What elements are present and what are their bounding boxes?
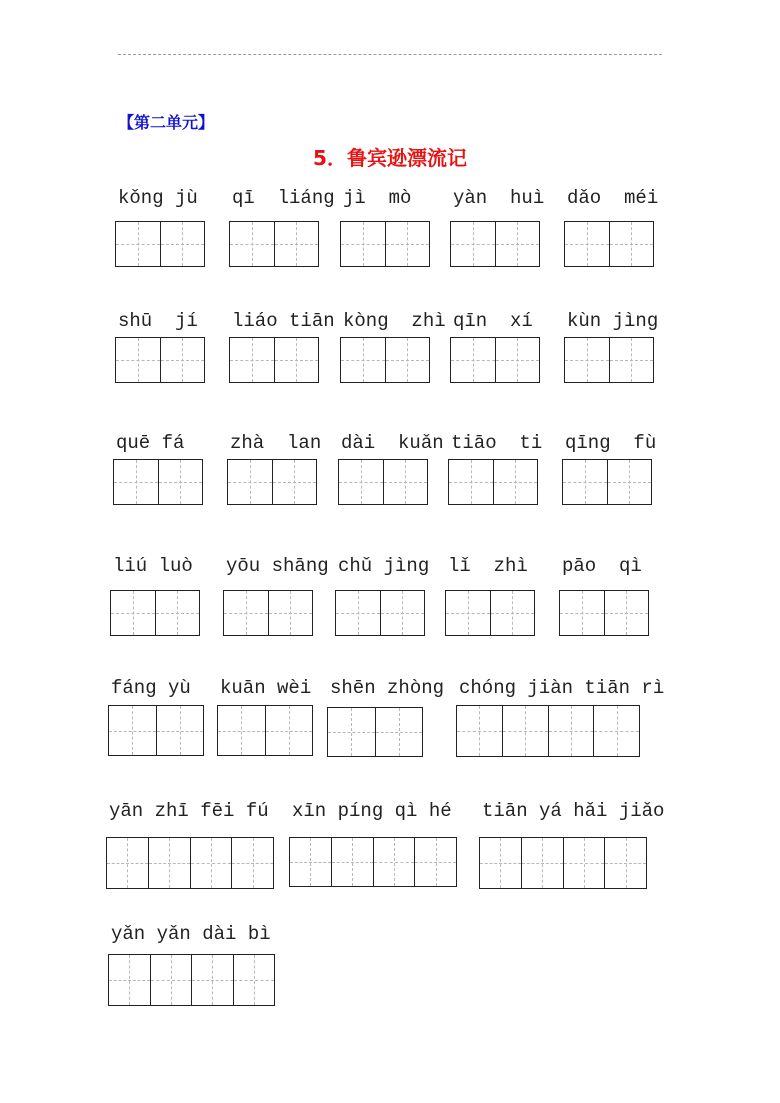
writing-grid[interactable] <box>445 590 535 636</box>
character-box[interactable] <box>290 838 332 886</box>
writing-grid[interactable] <box>335 590 425 636</box>
pinyin-prompt: dài kuǎn <box>341 432 444 454</box>
writing-grid[interactable] <box>113 459 203 505</box>
character-box[interactable] <box>161 338 205 382</box>
character-box[interactable] <box>328 708 376 756</box>
pinyin-prompt: zhà lan <box>230 432 322 454</box>
character-box[interactable] <box>149 838 191 888</box>
character-box[interactable] <box>608 460 652 504</box>
writing-grid[interactable] <box>340 221 430 267</box>
character-box[interactable] <box>549 706 595 756</box>
character-box[interactable] <box>234 955 275 1005</box>
character-box[interactable] <box>386 338 430 382</box>
character-box[interactable] <box>451 222 496 266</box>
pinyin-prompt: chóng jiàn tiān rì <box>459 677 665 699</box>
character-box[interactable] <box>415 838 456 886</box>
pinyin-prompt: chǔ jìng <box>338 555 430 577</box>
character-box[interactable] <box>273 460 317 504</box>
character-box[interactable] <box>218 706 266 755</box>
writing-grid[interactable] <box>106 837 274 889</box>
character-box[interactable] <box>480 838 522 888</box>
character-box[interactable] <box>107 838 149 888</box>
character-box[interactable] <box>230 338 275 382</box>
pinyin-prompt: tiāo ti <box>451 432 543 454</box>
character-box[interactable] <box>565 338 610 382</box>
writing-grid[interactable] <box>115 337 205 383</box>
pinyin-prompt: dǎo méi <box>567 187 659 209</box>
character-box[interactable] <box>109 706 157 755</box>
character-box[interactable] <box>594 706 639 756</box>
pinyin-prompt: quē fá <box>116 432 185 454</box>
writing-grid[interactable] <box>479 837 647 889</box>
lesson-title: 5．鲁宾逊漂流记 <box>313 146 467 170</box>
character-box[interactable] <box>496 222 540 266</box>
writing-grid[interactable] <box>223 590 313 636</box>
writing-grid[interactable] <box>229 221 319 267</box>
pinyin-prompt: yǎn yǎn dài bì <box>111 923 271 945</box>
character-box[interactable] <box>610 338 654 382</box>
character-box[interactable] <box>503 706 549 756</box>
character-box[interactable] <box>339 460 384 504</box>
writing-grid[interactable] <box>227 459 317 505</box>
character-box[interactable] <box>605 591 649 635</box>
character-box[interactable] <box>159 460 203 504</box>
character-box[interactable] <box>384 460 428 504</box>
character-box[interactable] <box>376 708 423 756</box>
character-box[interactable] <box>449 460 494 504</box>
character-box[interactable] <box>109 955 151 1005</box>
character-box[interactable] <box>269 591 313 635</box>
pinyin-prompt: fáng yù <box>111 677 191 699</box>
pinyin-prompt: tiān yá hǎi jiǎo <box>482 800 665 822</box>
writing-grid[interactable] <box>108 705 204 756</box>
character-box[interactable] <box>111 591 156 635</box>
character-box[interactable] <box>191 838 233 888</box>
character-box[interactable] <box>224 591 269 635</box>
writing-grid[interactable] <box>562 459 652 505</box>
character-box[interactable] <box>228 460 273 504</box>
character-box[interactable] <box>116 222 161 266</box>
character-box[interactable] <box>451 338 496 382</box>
pinyin-prompt: kòng zhì <box>343 310 446 332</box>
character-box[interactable] <box>386 222 430 266</box>
writing-grid[interactable] <box>456 705 640 757</box>
character-box[interactable] <box>332 838 374 886</box>
pinyin-prompt: liáo tiān <box>232 310 335 332</box>
character-box[interactable] <box>336 591 381 635</box>
character-box[interactable] <box>496 338 540 382</box>
pinyin-prompt: qīn xí <box>453 310 533 332</box>
pinyin-prompt: qī liáng <box>232 187 335 209</box>
pinyin-prompt: liú luò <box>113 555 193 577</box>
character-box[interactable] <box>605 838 646 888</box>
character-box[interactable] <box>457 706 503 756</box>
pinyin-prompt: yōu shāng <box>226 555 329 577</box>
character-box[interactable] <box>491 591 535 635</box>
pinyin-prompt: kǒng jù <box>118 187 198 209</box>
pinyin-prompt: yān zhī fēi fú <box>109 800 269 822</box>
character-box[interactable] <box>275 338 319 382</box>
writing-grid[interactable] <box>564 337 654 383</box>
pinyin-prompt: yàn huì <box>453 187 545 209</box>
character-box[interactable] <box>230 222 275 266</box>
pinyin-prompt: pāo qì <box>562 555 642 577</box>
header-divider <box>118 54 662 55</box>
pinyin-prompt: kùn jìng <box>567 310 659 332</box>
writing-grid[interactable] <box>564 221 654 267</box>
writing-grid[interactable] <box>110 590 200 636</box>
writing-grid[interactable] <box>289 837 457 887</box>
character-box[interactable] <box>446 591 491 635</box>
writing-grid[interactable] <box>338 459 428 505</box>
character-box[interactable] <box>381 591 425 635</box>
writing-grid[interactable] <box>115 221 205 267</box>
pinyin-prompt: kuān wèi <box>220 677 312 699</box>
character-box[interactable] <box>563 460 608 504</box>
writing-grid[interactable] <box>340 337 430 383</box>
character-box[interactable] <box>156 591 200 635</box>
character-box[interactable] <box>266 706 313 755</box>
writing-grid[interactable] <box>448 459 538 505</box>
character-box[interactable] <box>275 222 319 266</box>
pinyin-prompt: shū jí <box>118 310 198 332</box>
character-box[interactable] <box>116 338 161 382</box>
character-box[interactable] <box>522 838 564 888</box>
character-box[interactable] <box>341 338 386 382</box>
pinyin-prompt: xīn píng qì hé <box>292 800 452 822</box>
writing-grid[interactable] <box>327 707 423 757</box>
writing-grid[interactable] <box>450 221 540 267</box>
character-box[interactable] <box>564 838 606 888</box>
character-box[interactable] <box>151 955 193 1005</box>
writing-grid[interactable] <box>229 337 319 383</box>
pinyin-prompt: jì mò <box>343 187 412 209</box>
character-box[interactable] <box>374 838 416 886</box>
writing-grid[interactable] <box>108 954 275 1006</box>
character-box[interactable] <box>232 838 273 888</box>
pinyin-prompt: qīng fù <box>565 432 657 454</box>
pinyin-prompt: lǐ zhì <box>448 555 528 577</box>
pinyin-prompt: shēn zhòng <box>330 677 445 699</box>
character-box[interactable] <box>114 460 159 504</box>
unit-label: 【第二单元】 <box>118 113 215 132</box>
character-box[interactable] <box>560 591 605 635</box>
character-box[interactable] <box>610 222 654 266</box>
character-box[interactable] <box>494 460 538 504</box>
character-box[interactable] <box>565 222 610 266</box>
character-box[interactable] <box>157 706 204 755</box>
character-box[interactable] <box>341 222 386 266</box>
character-box[interactable] <box>192 955 234 1005</box>
writing-grid[interactable] <box>559 590 649 636</box>
writing-grid[interactable] <box>450 337 540 383</box>
writing-grid[interactable] <box>217 705 313 756</box>
character-box[interactable] <box>161 222 205 266</box>
